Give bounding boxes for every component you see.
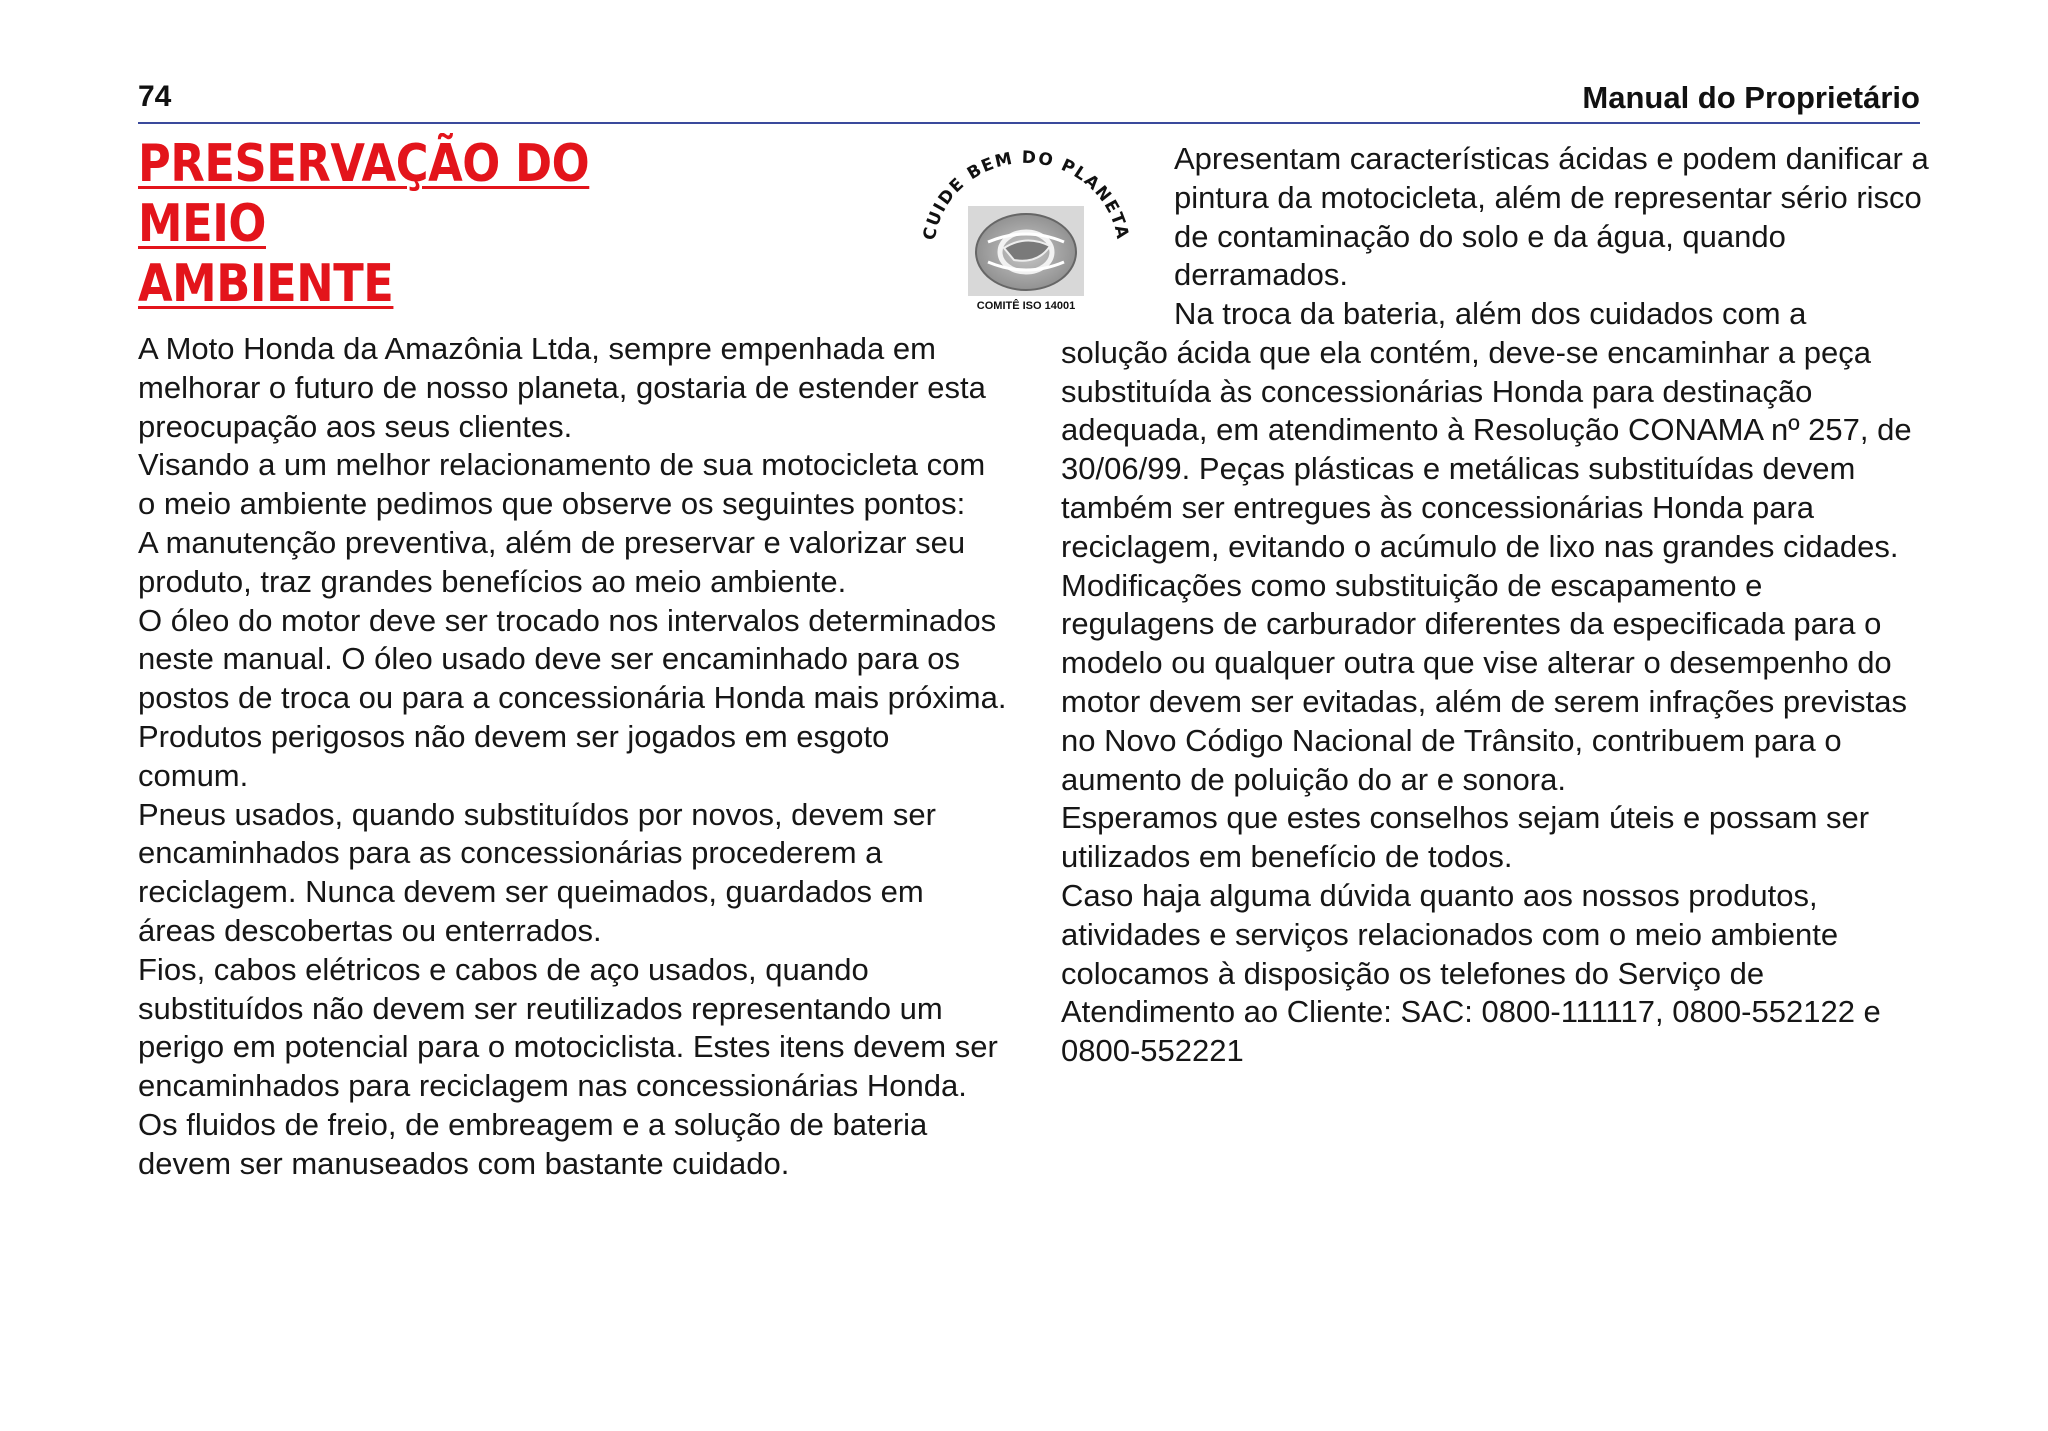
section-title (138, 134, 688, 314)
paragraph-hope: Esperamos que estes conselhos sejam úteis e possam ser utilizados em benefício de todos. (1061, 800, 1870, 875)
right-column-top (1174, 140, 1934, 295)
paragraph-contact: Caso haja alguma dúvida quanto aos nossos produtos, atividades e serviços relacionados com o meio ambiente colocamos à disposição os telefones do Serviço de Atendimento ao Cliente: SAC: 0800-111117, 0800-552122 e 0800-552221 (1061, 877, 1881, 1069)
paragraph: Os fluidos de freio, de embreagem e a solução de bateria devem ser manuseados com bastante cuidado. (138, 1106, 928, 1181)
section-title-line-2: AMBIENTE (138, 254, 394, 314)
paragraph: O óleo do motor deve ser trocado nos intervalos determinados neste manual. O óleo usado deve ser encaminhado para os postos de troca ou para a concessionária Honda mais próxima. (138, 602, 1007, 716)
paragraph: Apresentam características ácidas e podem danificar a pintura da motocicleta, além de representar sério risco de contaminação do solo e da água, quando derramados. (1174, 141, 1929, 293)
left-column (138, 330, 1008, 1184)
page-number: 74 (138, 80, 172, 113)
paragraph: Fios, cabos elétricos e cabos de aço usados, quando substituídos não devem ser reutilizados representando um perigo em potencial para o motociclista. Estes itens devem ser encaminhados para reciclagem nas concessionárias Honda. (138, 951, 998, 1104)
page-header (138, 78, 1920, 124)
paragraph-battery: Na troca da bateria, além dos cuidados com a solução ácida que ela contém, deve-se encaminhar a peça substituída às concessionárias Honda para destinação adequada, em atendimento à Resolução CONAMA nº 257, de 30/06/99. Peças plásticas e metálicas substituídas devem também ser entregues às concessionárias Honda para reciclagem, evitando o acúmulo de lixo nas grandes cidades. (1061, 296, 1912, 564)
manual-title: Manual do Proprietário (1582, 80, 1920, 115)
section-title-line-1: PRESERVAÇÃO DO MEIO (138, 134, 590, 254)
cuide-bem-do-planeta-logo (906, 146, 1146, 316)
right-column (1061, 295, 1921, 1071)
logo-arc-text: CUIDE BEM DO PLANETA (919, 147, 1133, 242)
paragraph: A Moto Honda da Amazônia Ltda, sempre empenhada em melhorar o futuro de nosso planeta, gostaria de estender esta preocupação aos seus clientes. (138, 331, 986, 444)
paragraph: Pneus usados, quando substituídos por novos, devem ser encaminhados para as concessionárias procederem a reciclagem. Nunca devem ser queimados, guardados em áreas descobertas ou enterrados. (138, 796, 936, 948)
paragraph: Visando a um melhor relacionamento de sua motocicleta com o meio ambiente pedimos que observe os seguintes pontos: (138, 447, 986, 522)
paragraph: A manutenção preventiva, além de preservar e valorizar seu produto, traz grandes benefícios ao meio ambiente. (138, 524, 966, 599)
paragraph-modifications: Modificações como substituição de escapamento e regulagens de carburador diferentes da especificada para o modelo ou qualquer outra que vise alterar o desempenho do motor devem ser evitadas, além de serem infrações previstas no Novo Código Nacional de Trânsito, contribuem para o aumento de poluição do ar e sonora. (1061, 567, 1907, 797)
logo-caption: COMITÊ ISO 14001 (976, 300, 1076, 312)
paragraph: Produtos perigosos não devem ser jogados em esgoto comum. (138, 718, 890, 793)
